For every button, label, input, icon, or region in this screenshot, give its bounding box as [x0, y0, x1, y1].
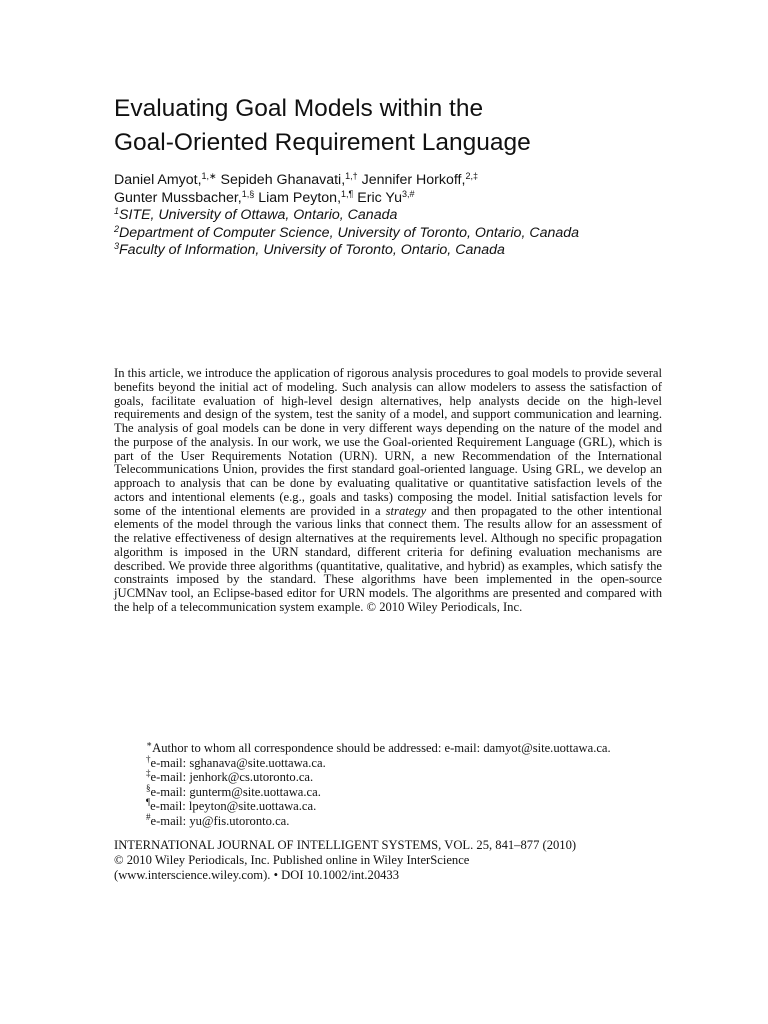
affiliation [114, 207, 714, 225]
author-affiliation-mark: 1,¶ [341, 188, 354, 199]
footnote [146, 799, 686, 814]
footnote-mark: § [146, 782, 151, 793]
affiliation-mark: 2 [114, 223, 120, 234]
footnotes [146, 741, 686, 828]
affiliation [114, 242, 714, 260]
footnote [146, 811, 686, 829]
author-name: Eric Yu [353, 189, 402, 206]
paper-title [114, 92, 714, 160]
footnote-text: e-mail: yu@fis.utoronto.ca. [150, 813, 290, 828]
footnote [146, 770, 686, 785]
abstract [114, 367, 662, 615]
author-affiliation-mark: 1,† [345, 171, 358, 182]
abstract-emphasis: strategy [385, 503, 427, 518]
footnote-mark: † [146, 753, 151, 764]
footnote-mark: ∗ [146, 739, 153, 750]
affiliation-text: Department of Computer Science, University of Toronto, Ontario, Canada [119, 224, 580, 241]
footnote-mark: # [146, 811, 151, 822]
author-affiliation-mark: 1,§ [241, 188, 255, 199]
affiliation-mark: 3 [114, 241, 120, 252]
footnote-text: e-mail: jenhork@cs.utoronto.ca. [150, 770, 314, 784]
footnote-text: e-mail: lpeyton@site.uottawa.ca. [150, 799, 317, 813]
footnote [146, 782, 686, 800]
footnote-text: e-mail: sghanava@site.uottawa.ca. [150, 755, 326, 770]
author-affiliation-mark: 1,∗ [201, 171, 217, 182]
author-name: Gunter Mussbacher, [114, 189, 242, 206]
author-block [114, 172, 714, 260]
affiliation-mark: 1 [114, 206, 120, 217]
footnote-text: e-mail: gunterm@site.uottawa.ca. [150, 784, 321, 799]
author-affiliation-mark: 2,‡ [465, 171, 478, 182]
footnote-mark: ¶ [146, 797, 151, 808]
affiliation-text: Faculty of Information, University of Toronto, Ontario, Canada [119, 242, 505, 258]
author-name: Liam Peyton, [254, 189, 342, 206]
footnote-mark: ‡ [146, 768, 151, 779]
abstract-text: and then propagated to the other intentional elements of the model through the various links that connect them. The results allow for an assessment of the relative effectiveness of design alternatives at the requirements level. Although no specific propagation algorithm is imposed in the URN standard, different criteria for defining evaluation mechanisms are described. We provide three algorithms (quantitative, qualitative, and hybrid) as examples, which satisfy the constraints imposed by the standard. These algorithms have been implemented in the open-source jUCMNav tool, an Eclipse-based editor for URN models. The algorithms are presented and compared with the help of a telecommunication system example. © 2010 Wiley Periodicals, Inc. [114, 503, 662, 614]
author-line [114, 190, 714, 208]
journal-info [114, 838, 674, 882]
title-line-1: Evaluating Goal Models within the [114, 95, 484, 122]
author-name: Jennifer Horkoff, [357, 172, 466, 188]
title-line-2: Goal-Oriented Requirement Language [114, 129, 531, 156]
footnote-text: Author to whom all correspondence should be addressed: e-mail: damyot@site.uottawa.ca. [152, 741, 611, 755]
doi-line: (www.interscience.wiley.com). • DOI 10.1002/int.20433 [114, 867, 400, 882]
author-line [114, 172, 714, 190]
affiliation-text: SITE, University of Ottawa, Ontario, Canada [119, 207, 398, 223]
footnote [146, 753, 686, 771]
abstract-text: In this article, we introduce the application of rigorous analysis procedures to goal models to provide several benefits beyond the initial act of modeling. Such analysis can allow modelers to assess the satisfaction of goals, facilitate evaluation of high-level design alternatives, help analysts decide on the high-level requirements and design of the system, test the sanity of a model, and support communication and learning. The analysis of goal models can be done in very different ways depending on the nature of the model and the purpose of the analysis. In our work, we use the Goal-oriented Requirement Language (GRL), which is part of the User Requirements Notation (URN). URN, a new Recommendation of the International Telecommunications Union, provides the first standard goal-oriented language. Using GRL, we develop an approach to analysis that can be done by evaluating qualitative or quantitative satisfaction levels of the actors and intentional elements (e.g., goals and tasks) composing the model. Initial satisfaction levels for some of the intentional elements are provided in a [114, 366, 662, 518]
affiliation [114, 225, 714, 243]
journal-citation: INTERNATIONAL JOURNAL OF INTELLIGENT SYSTEMS, VOL. 25, 841–877 (2010) [114, 838, 577, 852]
copyright-line: © 2010 Wiley Periodicals, Inc. Published online in Wiley InterScience [114, 852, 470, 867]
footnote [146, 741, 686, 756]
author-affiliation-mark: 3,# [402, 188, 415, 199]
author-name: Daniel Amyot, [114, 172, 202, 188]
author-name: Sepideh Ghanavati, [216, 172, 346, 188]
